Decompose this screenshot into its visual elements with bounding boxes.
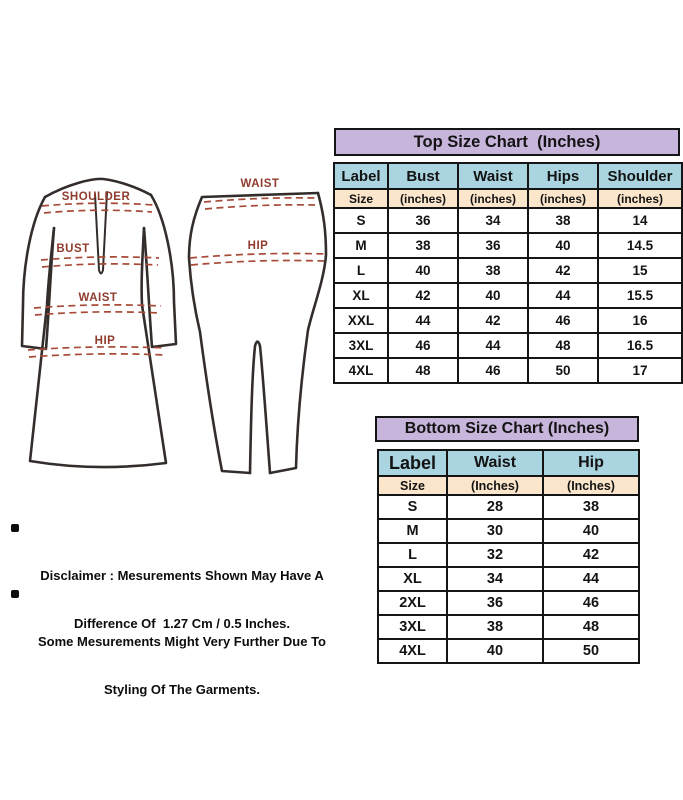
column-header-label: Label: [334, 163, 388, 189]
size-cell: 42: [528, 258, 598, 283]
kurta-shoulder-line: [44, 210, 152, 213]
size-cell: 28: [447, 495, 543, 519]
size-cell: M: [378, 519, 447, 543]
size-cell: 2XL: [378, 591, 447, 615]
size-row: [334, 258, 682, 283]
size-cell: 34: [447, 567, 543, 591]
top-chart-body: [334, 208, 682, 383]
disclaimer-line: Difference Of 1.27 Cm / 0.5 Inches.: [73, 616, 291, 631]
size-cell: 38: [388, 233, 458, 258]
kurta-waist-line: [35, 312, 160, 315]
units-cell: (inches): [388, 189, 458, 208]
size-cell: 34: [458, 208, 528, 233]
size-cell: 48: [388, 358, 458, 383]
column-header-bust: Bust: [388, 163, 458, 189]
size-cell: M: [334, 233, 388, 258]
top-size-chart-table: [333, 162, 683, 384]
size-cell: 38: [543, 495, 639, 519]
size-cell: 16: [598, 308, 682, 333]
column-header-label: Label: [378, 450, 447, 476]
size-cell: 4XL: [378, 639, 447, 663]
pants-waist-line: [204, 198, 316, 202]
size-cell: 46: [388, 333, 458, 358]
column-header-waist: Waist: [447, 450, 543, 476]
size-cell: S: [334, 208, 388, 233]
kurta-hip-line: [29, 354, 165, 357]
size-cell: 46: [543, 591, 639, 615]
size-cell: 48: [528, 333, 598, 358]
units-cell: (inches): [458, 189, 528, 208]
size-cell: 50: [543, 639, 639, 663]
column-header-shoulder: Shoulder: [598, 163, 682, 189]
top-size-chart-title: Top Size Chart (Inches): [334, 128, 680, 156]
units-cell: Size: [334, 189, 388, 208]
size-cell: L: [334, 258, 388, 283]
size-cell: 42: [458, 308, 528, 333]
disclaimer-line: Styling Of The Garments.: [103, 682, 261, 697]
bullet-icon: [11, 590, 19, 598]
pants-inner-seams: [250, 342, 270, 474]
size-cell: 36: [388, 208, 458, 233]
size-row: [378, 519, 639, 543]
kurta-right-sleeve: [144, 195, 176, 347]
size-row: [378, 567, 639, 591]
size-cell: 44: [458, 333, 528, 358]
size-row: [334, 283, 682, 308]
kurta-hip-label: HIP: [94, 335, 116, 347]
bottom-size-chart-table: [377, 449, 640, 664]
size-cell: 38: [528, 208, 598, 233]
size-cell: 38: [458, 258, 528, 283]
size-cell: 40: [388, 258, 458, 283]
size-row: [334, 308, 682, 333]
kurta-neck-slit: [95, 192, 107, 274]
size-row: [378, 639, 639, 663]
units-cell: (Inches): [447, 476, 543, 495]
size-cell: 14.5: [598, 233, 682, 258]
disclaimer-line: Some Mesurements Might Very Further Due To: [38, 634, 326, 649]
size-cell: 40: [447, 639, 543, 663]
bottom-chart-units-row: [378, 476, 639, 495]
size-cell: XL: [378, 567, 447, 591]
column-header-hip: Hip: [543, 450, 639, 476]
size-cell: 48: [543, 615, 639, 639]
size-cell: 42: [388, 283, 458, 308]
size-cell: 38: [447, 615, 543, 639]
column-header-waist: Waist: [458, 163, 528, 189]
size-cell: 36: [447, 591, 543, 615]
size-cell: 16.5: [598, 333, 682, 358]
units-cell: (inches): [528, 189, 598, 208]
garment-sketch: [8, 170, 333, 490]
size-cell: 40: [528, 233, 598, 258]
top-chart-header-row: [334, 163, 682, 189]
size-row: [378, 615, 639, 639]
size-cell: 15.5: [598, 283, 682, 308]
bottom-chart-header-row: [378, 450, 639, 476]
kurta-hip-line: [28, 347, 166, 350]
size-cell: 42: [543, 543, 639, 567]
pants-sketch: [189, 178, 326, 473]
size-row: [378, 543, 639, 567]
size-cell: 3XL: [334, 333, 388, 358]
disclaimer-line: Disclaimer : Mesurements Shown May Have A: [40, 568, 324, 583]
size-cell: 32: [447, 543, 543, 567]
size-row: [334, 233, 682, 258]
units-cell: (Inches): [543, 476, 639, 495]
size-cell: 3XL: [378, 615, 447, 639]
bottom-size-chart-title: Bottom Size Chart (Inches): [375, 416, 639, 442]
units-cell: Size: [378, 476, 447, 495]
size-row: [334, 208, 682, 233]
size-cell: 44: [543, 567, 639, 591]
kurta-shoulder-label: SHOULDER: [61, 191, 131, 203]
bullet-icon: [11, 524, 19, 532]
kurta-bust-label: BUST: [56, 243, 90, 255]
size-row: [378, 495, 639, 519]
kurta-waist-label: WAIST: [78, 292, 118, 304]
size-cell: 44: [528, 283, 598, 308]
size-row: [378, 591, 639, 615]
pants-hip-line: [191, 261, 324, 266]
kurta-shoulder-line: [42, 203, 154, 206]
size-cell: 50: [528, 358, 598, 383]
size-cell: XXL: [334, 308, 388, 333]
size-cell: XL: [334, 283, 388, 308]
size-cell: 17: [598, 358, 682, 383]
size-cell: 14: [598, 208, 682, 233]
column-header-hips: Hips: [528, 163, 598, 189]
size-cell: 30: [447, 519, 543, 543]
pants-hip-line: [190, 254, 325, 259]
pants-hip-label: HIP: [247, 240, 269, 252]
size-cell: 15: [598, 258, 682, 283]
size-cell: L: [378, 543, 447, 567]
size-cell: 36: [458, 233, 528, 258]
pants-right-leg: [270, 193, 326, 473]
kurta-sketch: [22, 179, 176, 467]
top-chart-units-row: [334, 189, 682, 208]
size-row: [334, 333, 682, 358]
size-cell: 44: [388, 308, 458, 333]
pants-waist-label: WAIST: [240, 178, 280, 190]
size-row: [334, 358, 682, 383]
kurta-bust-line: [42, 264, 158, 267]
disclaimer-styling-variation: [8, 586, 356, 730]
size-cell: 40: [458, 283, 528, 308]
units-cell: (inches): [598, 189, 682, 208]
size-cell: 46: [458, 358, 528, 383]
size-cell: 4XL: [334, 358, 388, 383]
size-cell: S: [378, 495, 447, 519]
size-cell: 46: [528, 308, 598, 333]
size-cell: 40: [543, 519, 639, 543]
bottom-chart-body: [378, 495, 639, 663]
pants-waist-line: [205, 205, 315, 209]
